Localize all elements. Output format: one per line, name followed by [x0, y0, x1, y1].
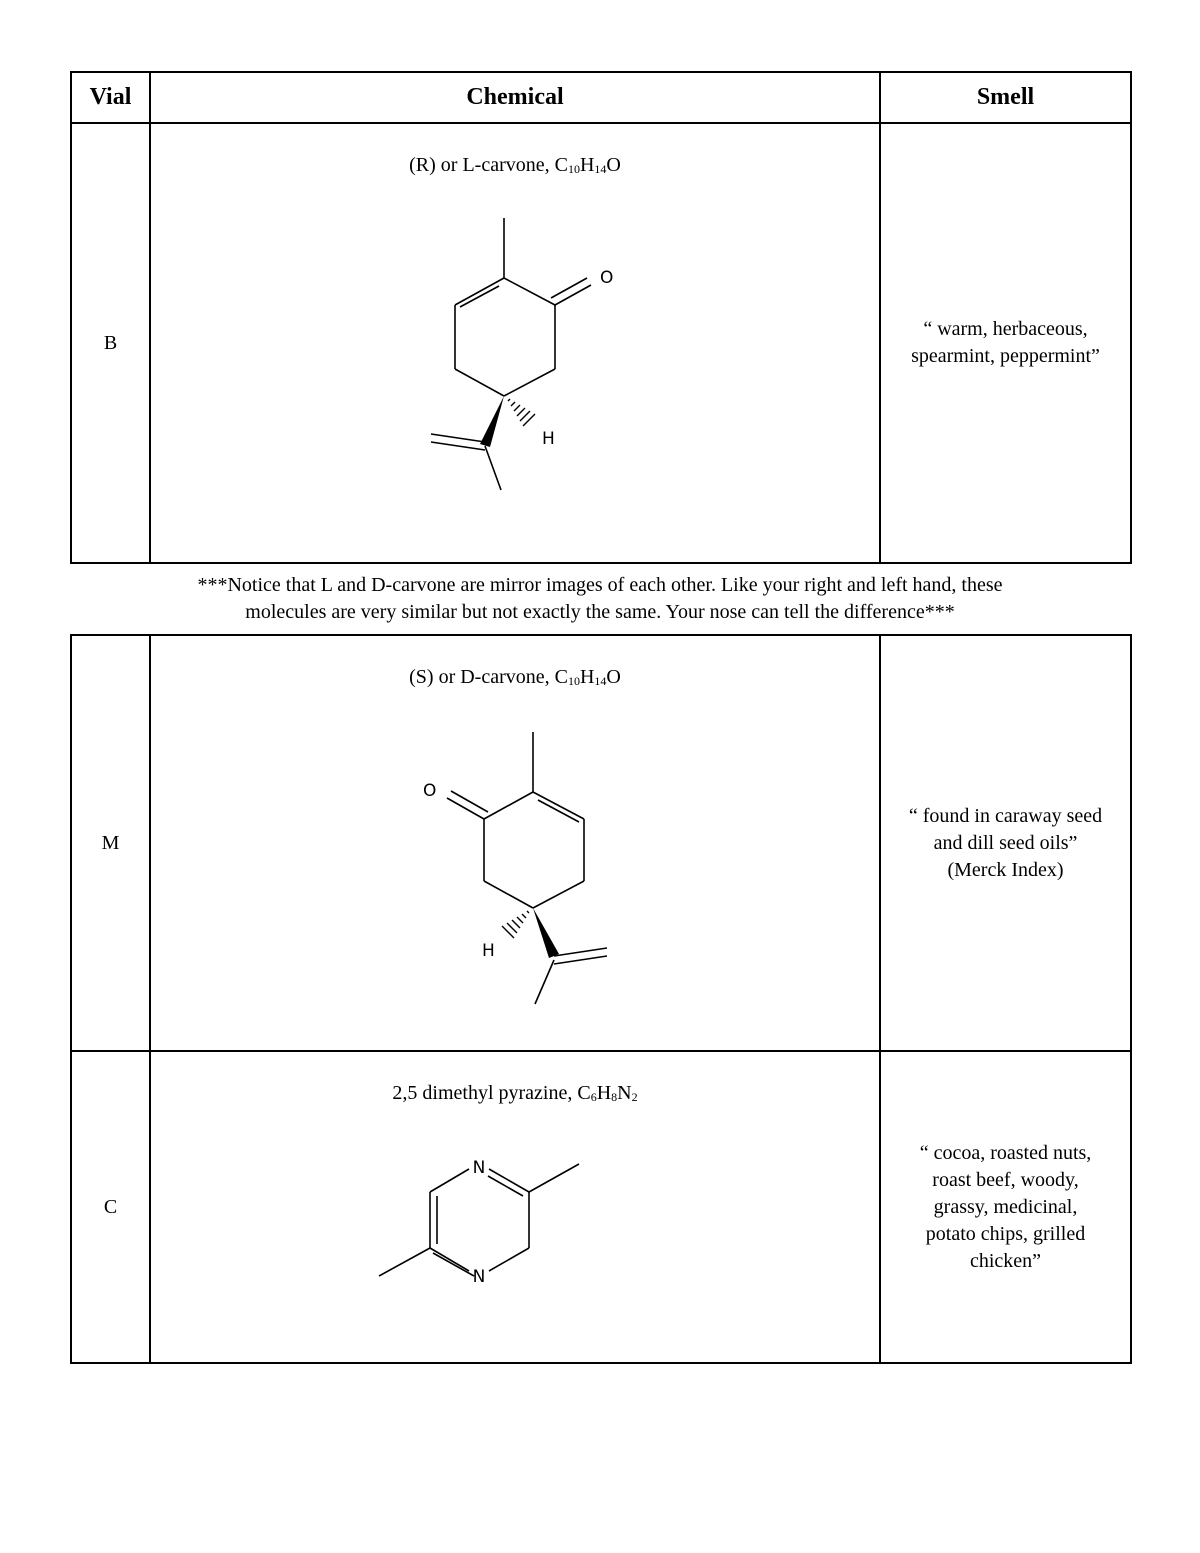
table-row — [71, 635, 1131, 1051]
smell-line: “ found in caraway seed — [908, 804, 1103, 827]
smell-line: spearmint, peppermint” — [911, 345, 1100, 367]
smell-line: and dill seed oils” — [933, 831, 1078, 854]
chemical-name: (S) or D-carvone, $C_{10}H_{14}O$ — [409, 666, 621, 688]
vial-cell: C — [71, 1051, 150, 1363]
smell-line: chicken” — [969, 1249, 1042, 1272]
vial-cell: M — [71, 635, 150, 1051]
table-bottom — [70, 634, 1132, 1364]
d-carvone-structure — [151, 636, 881, 1052]
note-line: ***Notice that L and D-carvone are mirror images of each other. Like your right and left hand, these — [197, 574, 1003, 596]
header-vial: Vial — [71, 72, 150, 123]
chemical-cell — [150, 1051, 880, 1363]
pyrazine-structure — [151, 1052, 881, 1364]
oxygen-label: O — [600, 268, 614, 288]
nitrogen-label: N — [472, 1158, 486, 1178]
smell-line: “ warm, herbaceous, — [923, 318, 1088, 340]
hydrogen-label: H — [482, 941, 495, 961]
note-line: molecules are very similar but not exactly the same. Your nose can tell the difference*** — [245, 601, 955, 623]
smell-line: (Merck Index) — [947, 858, 1064, 881]
header-smell: Smell — [880, 72, 1131, 123]
smell-cell — [880, 1051, 1131, 1363]
table-row — [71, 1051, 1131, 1363]
chemical-name: (R) or L-carvone, $C_{10}H_{14}O$ — [409, 154, 621, 176]
chemical-cell — [150, 123, 880, 563]
chemical-cell — [150, 635, 880, 1051]
smell-cell — [880, 635, 1131, 1051]
table-top — [70, 71, 1132, 564]
hydrogen-label: H — [542, 429, 555, 449]
header-chemical: Chemical — [150, 72, 880, 123]
nitrogen-label: N — [472, 1267, 486, 1287]
smell-line: potato chips, grilled — [925, 1222, 1086, 1245]
l-carvone-structure — [151, 124, 881, 564]
smell-cell — [880, 123, 1131, 563]
smell-line: grassy, medicinal, — [933, 1195, 1078, 1218]
oxygen-label: O — [423, 781, 437, 801]
smell-line: “ cocoa, roasted nuts, — [919, 1141, 1092, 1164]
table-row — [71, 123, 1131, 563]
smell-line: roast beef, woody, — [932, 1168, 1079, 1191]
vial-cell: B — [71, 123, 150, 563]
mirror-image-note — [70, 572, 1130, 626]
chemical-name: 2,5 dimethyl pyrazine, $C_6H_8N_2$ — [392, 1082, 638, 1104]
